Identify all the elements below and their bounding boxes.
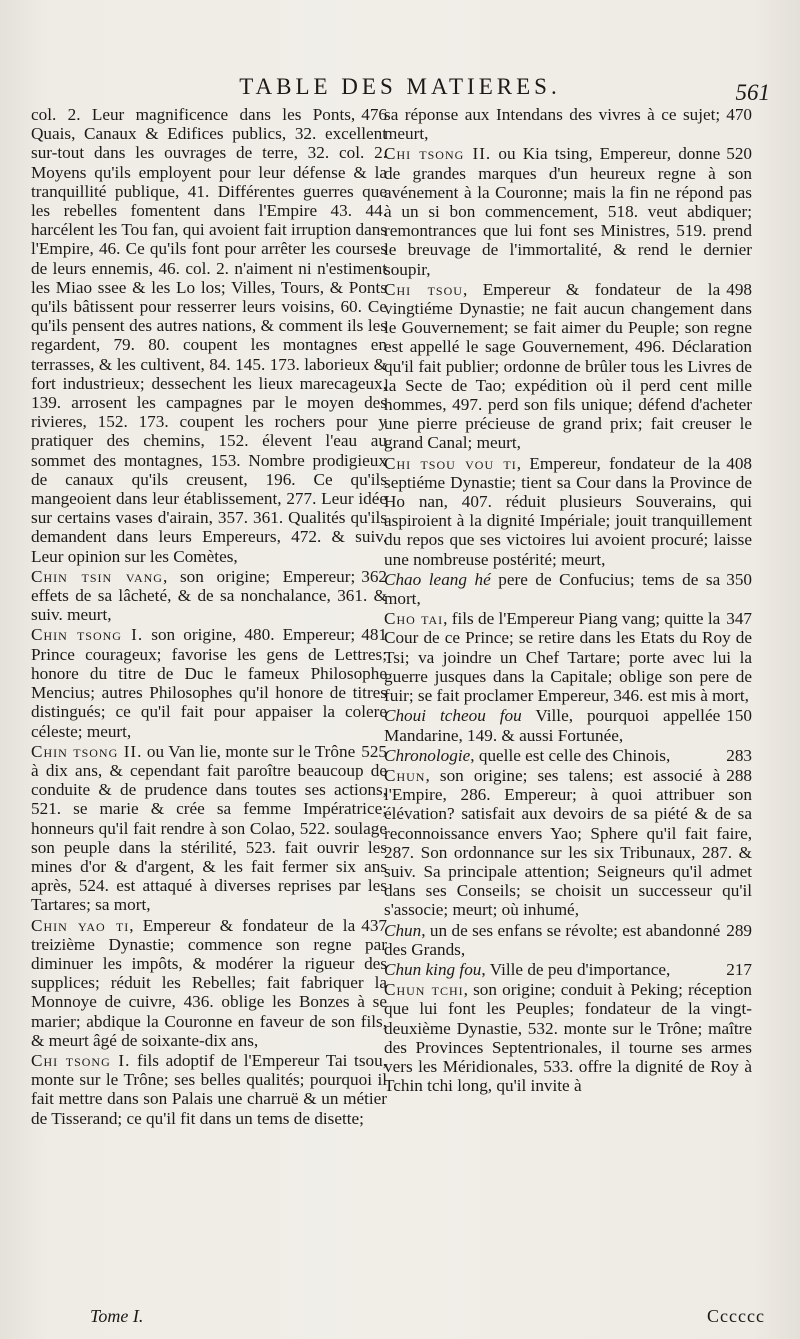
entry-text: ou Van lie, monte sur le Trône à dix ans, & cependant fait paroître beaucoup de conduite & de prudence dans toutes ses actions, 521. se marie & crée sa femme Impératrice; honneurs qu'il fait rendre à son Colao, 522. soulage son peuple dans la stérilité, 523. fait ouvrir les mines d'or & d'argent, & les fait fermer six ans après, 524. est attaqué à diverses reprises par les Tartares; sa mort,: [31, 741, 387, 915]
entry-text: , son origine; ses talens; est associé à l'Empire, 286. Empereur; à quoi attribuer son élévation? satisfait aux devoirs de sa piété & de sa reconnoissance envers Yao; Sphere qu'il fait faire, 287. Son ordonnance sur les six Tribunaux, 287. & suiv. Sa principale attention; Seigneurs qu'il admet dans ses Conseils; se choisit un successeur qu'il s'associe; meurt; où inhumé,: [384, 765, 752, 920]
entry-text: sa réponse aux Intendans des vivres à ce sujet; meurt,: [384, 105, 721, 144]
entry-text: , son origine; conduit à Peking; réception que lui font les Peuples; fondateur de la vingt-deuxième Dynastie, 532. monte sur le Trône; maître des Provinces Septentrionales, il tourne ses armes vers les Méridionales, 533. offre la dignité de Roy à Tchin tchi long, qu'il invite à: [384, 980, 752, 1096]
entry-page-ref: 498: [726, 279, 752, 299]
index-entry: [31, 567, 387, 625]
entry-headword: Chun: [384, 765, 426, 785]
entry-headword: Chin tsin vang: [31, 566, 163, 586]
index-entry: [31, 105, 387, 566]
index-entry: [384, 706, 752, 744]
index-entry: [384, 144, 752, 278]
entry-page-ref: 150: [726, 706, 752, 726]
entry-text: son origine, 480. Empereur; Prince courageux; favorise les gens de Lettres; honore du titre de Duc le fameux Philosophe Mencius; autres Philosophes qu'il honore de titres distingués; ce qu'il fait pour appaiser la colere céleste; meurt,: [31, 625, 387, 741]
entry-text: , Empereur, fondateur de la septiéme Dynastie; tient sa Cour dans la Province de Ho nan, 407. réduit plusieurs Souverains, qui aspiroient à la dignité Impériale; jouit tranquillement du repos que ses victoires lui avoient procuré; laisse une nombreuse postérité; meurt,: [384, 453, 752, 569]
entry-text: , quelle est celle des Chinois,: [470, 745, 671, 765]
entry-text: , Empereur & fondateur de la vingtiéme Dynastie; ne fait aucun changement dans le Gouvernement; se fait aimer du Peuple; son regne est appellé le sage Gouvernement, 496. Déclaration qu'il fait publier; ordonne de brûler tous les Livres de la Secte de Tao; expédition où il perd cent mille hommes, 497. perd son fils unique; défend d'acheter une pierre précieuse de grand prix; fait creuser le grand Canal; meurt,: [384, 279, 752, 453]
index-entry: [384, 960, 752, 979]
entry-headword: Chun tchi: [384, 980, 464, 1000]
page-title: TABLE DES MATIERES.: [239, 74, 561, 99]
entry-text: ou Kia tsing, Empereur, donne de grandes marques d'un heureux regne à son avénement à la Couronne; mais la fin ne répond pas à un si bon commencement, 518. veut abdiquer; remontrances que lui font ses Ministres, 519. prend le breuvage de l'immortalité, & rend le dernier soupir,: [384, 144, 752, 279]
entry-page-ref: 347: [726, 609, 752, 629]
index-entry: [384, 105, 752, 143]
entry-text: , un de ses enfans se révolte; est abandonné des Grands,: [384, 920, 721, 959]
index-entry: [384, 921, 752, 959]
entry-headword: Chun king fou: [384, 959, 482, 979]
entry-headword: Chronologie: [384, 745, 471, 765]
index-entry: [384, 746, 752, 765]
entry-text: , Empereur & fondateur de la treizième Dynastie; commence son regne par diminuer les impôts, & modérer la rigueur des supplices; réduit les Rebelles; fait fabriquer la Monnoye de cuivre, 436. oblige les Bonzes à se marier; abdique la Couronne en faveur de son fils, & meurt âgé de soixante-dix ans,: [31, 915, 387, 1050]
entry-text: Ville, pourquoi appellée Mandarine, 149. & aussi Fortunée,: [384, 706, 721, 745]
entry-text: fils adoptif de l'Empereur Tai tsou, monte sur le Trône; ses belles qualités; pourquoi il fait mettre dans son Palais une charruë & un métier de Tisserand; ce qu'il fit dans un tems de disette;: [31, 1050, 387, 1128]
entry-page-ref: 217: [726, 959, 752, 979]
entry-page-ref: 525: [361, 741, 387, 761]
entry-page-ref: 283: [726, 745, 752, 765]
index-entry: [31, 625, 387, 740]
entry-headword: Chin yao ti: [31, 915, 130, 935]
tome-label: Tome I.: [90, 1306, 144, 1326]
entry-page-ref: 289: [726, 920, 752, 940]
entry-page-ref: 470: [726, 105, 752, 124]
entry-page-ref: 476: [361, 105, 387, 124]
entry-headword: Chao leang hé: [384, 569, 491, 589]
entry-page-ref: 288: [726, 765, 752, 785]
entry-text: , son origine; Empereur; effets de sa lâcheté, & de sa nonchalance, 361. & suiv. meurt,: [31, 566, 387, 625]
entry-page-ref: 408: [726, 453, 752, 473]
index-entry: [384, 766, 752, 920]
index-entry: [384, 609, 752, 705]
entry-page-ref: 362: [361, 566, 387, 586]
index-entry: [384, 980, 752, 1095]
index-entry: [31, 916, 387, 1050]
entry-headword: Choui tcheou fou: [384, 706, 522, 726]
entry-text: pere de Confucius; tems de sa mort,: [384, 569, 721, 609]
entry-page-ref: 481: [361, 625, 387, 645]
entry-headword: Chi tsong II.: [384, 144, 492, 164]
entry-headword: Cho tai: [384, 609, 444, 629]
page-footer: [0, 1306, 800, 1330]
entry-page-ref: 437: [361, 915, 387, 935]
entry-headword: Chin tsong I.: [31, 625, 144, 645]
entry-headword: Chi tsong I.: [31, 1050, 131, 1070]
left-column: [31, 105, 387, 1129]
entry-text: , Ville de peu d'importance,: [481, 959, 671, 979]
right-column: [384, 105, 752, 1096]
index-entry: [31, 742, 387, 915]
entry-headword: Chi tsou: [384, 279, 463, 299]
entry-headword: Chun: [384, 920, 422, 940]
entry-headword: Chin tsong II.: [31, 741, 143, 761]
entry-text: col. 2. Leur magnificence dans les Ponts, Quais, Canaux & Edifices publics, 32. excellent sur-tout dans les ouvrages de terre, 32. col. 2. Moyens qu'ils employent pour leur défense & la tranquillité publique, 41. Différentes guerres que les rebelles fomentent dans l'Empire 43. 44. harcélent les Tou fan, qui avoient fait irruption dans l'Empire, 46. Ce qu'ils font pour arrêter les courses de leurs ennemis, 46. col. 2. n'aiment ni n'estiment les Miao ssee & les Lo los; Villes, Tours, & Ponts qu'ils bâtissent pour resserrer leurs voisins, 60. Ce qu'ils pensent des autres nations, & comment ils les regardent, 79. 80. coupent les montagnes en terrasses, & les cultivent, 84. 145. 173. laborieux & fort industrieux; dessechent les lieux marecageux, 139. arrosent les campagnes par le moyen des rivieres, 152. 173. coupent les rochers pour y pratiquer des chemins, 152. élevent l'eau au sommet des montagnes, 153. Nombre prodigieux de canaux qu'ils creusent, 196. Ce qu'ils mangeoient dans leur établissement, 277. Leur idée sur certains vases d'airain, 357. 361. Qualités qu'ils demandent dans leurs Empereurs, 472. & suiv. Leur opinion sur les Comètes,: [31, 105, 387, 566]
index-entry: [31, 1051, 387, 1128]
entry-headword: Chi tsou vou ti: [384, 453, 517, 473]
index-entry: [384, 280, 752, 453]
entry-page-ref: 520: [726, 144, 752, 164]
index-entry: [384, 454, 752, 569]
index-entry: [384, 570, 752, 608]
entry-text: , fils de l'Empereur Piang vang; quitte la Cour de ce Prince; se retire dans les Etats du Roy de Tsi; va joindre un Chef Tartare; porte avec lui la guerre jusques dans la Capitale; oblige son pere de fuir; se fait proclamer Empereur, 346. est mis à mort,: [384, 609, 752, 706]
signature-mark: Cccccc: [707, 1306, 765, 1326]
entry-page-ref: 350: [726, 569, 752, 589]
page-number: 561: [735, 80, 770, 105]
